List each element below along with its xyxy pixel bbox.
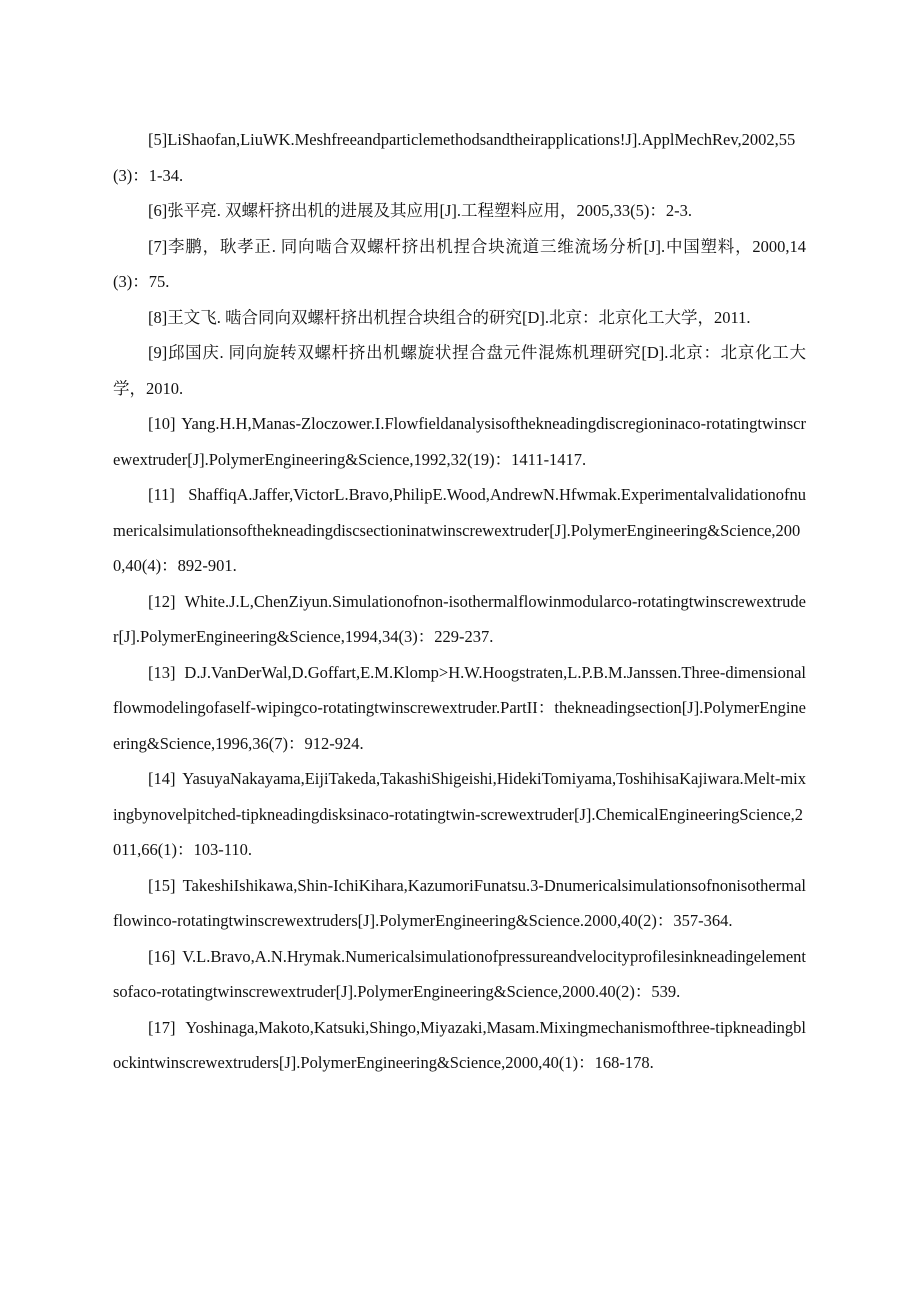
reference-entry-16: [16] V.L.Bravo,A.N.Hrymak.Numericalsimulationofpressureandvelocityprofilesinkneadingelementsofaco-rotatingtwinscrewextruder[J].PolymerEngineering&Science,2000.40(2)：539. — [113, 946, 806, 1001]
reference-entry-10: [10] Yang.H.H,Manas-Zloczower.I.Flowfieldanalysisofthekneadingdiscregioninaco-rotatingtwinscrewextruder[J].PolymerEngineering&Science,1992,32(19)：1411-1417. — [113, 414, 806, 469]
reference-entry-9: [9]邱国庆. 同向旋转双螺杆挤出机螺旋状捏合盘元件混炼机理研究[D].北京：北京化工大学，2010. — [113, 343, 806, 398]
reference-entry-17: [17] Yoshinaga,Makoto,Katsuki,Shingo,Miyazaki,Masam.Mixingmechanismofthree-tipkneadingblockintwinscrewextruders[J].PolymerEngineering&Science,2000,40(1)：168-178. — [113, 1017, 806, 1072]
reference-entry-15: [15] TakeshiIshikawa,Shin-IchiKihara,KazumoriFunatsu.3-Dnumericalsimulationsofnonisothermalflowinco-rotatingtwinscrewextruders[J].PolymerEngineering&Science.2000,40(2)：357-364. — [113, 875, 806, 930]
reference-entry-5: [5]LiShaofan,LiuWK.Meshfreeandparticlemethodsandtheirapplications!J].ApplMechRev,2002,55(3)：1-34. — [113, 130, 796, 185]
reference-entry-12: [12] White.J.L,ChenZiyun.Simulationofnon-isothermalflowinmodularco-rotatingtwinscrewextruder[J].PolymerEngineering&Science,1994,34(3)：229-237. — [113, 591, 806, 646]
reference-entry-11: [11] ShaffiqA.Jaffer,VictorL.Bravo,PhilipE.Wood,AndrewN.Hfwmak.Experimentalvalidationofnumericalsimulationsofthekneadingdiscsectioninatwinscrewextruder[J].PolymerEngineering&Science,2000,40(4)：892-901. — [113, 485, 806, 575]
reference-entry-7: [7]李鹏，耿孝正. 同向啮合双螺杆挤出机捏合块流道三维流场分析[J].中国塑料，2000,14(3)：75. — [113, 236, 806, 291]
reference-entry-13: [13] D.J.VanDerWal,D.Goffart,E.M.Klomp>H.W.Hoogstraten,L.P.B.M.Janssen.Three-dimensionalflowmodelingofaself-wipingco-rotatingtwinscrewextruder.PartII：thekneadingsection[J].PolymerEngineering&Science,1996,36(7)：912-924. — [113, 662, 806, 753]
reference-entry-14: [14] YasuyaNakayama,EijiTakeda,TakashiShigeishi,HidekiTomiyama,ToshihisaKajiwara.Melt-mixingbynovelpitched-tipkneadingdisksinaco-rotatingtwin-screwextruder[J].ChemicalEngineeringScience,2011,66(1)：103-110. — [113, 769, 806, 859]
reference-list — [113, 122, 806, 1081]
reference-entry-6: [6]张平亮. 双螺杆挤出机的进展及其应用[J].工程塑料应用，2005,33(5)：2-3. — [148, 201, 693, 220]
reference-entry-8: [8]王文飞. 啮合同向双螺杆挤出机捏合块组合的研究[D].北京：北京化工大学，2011. — [148, 307, 751, 327]
